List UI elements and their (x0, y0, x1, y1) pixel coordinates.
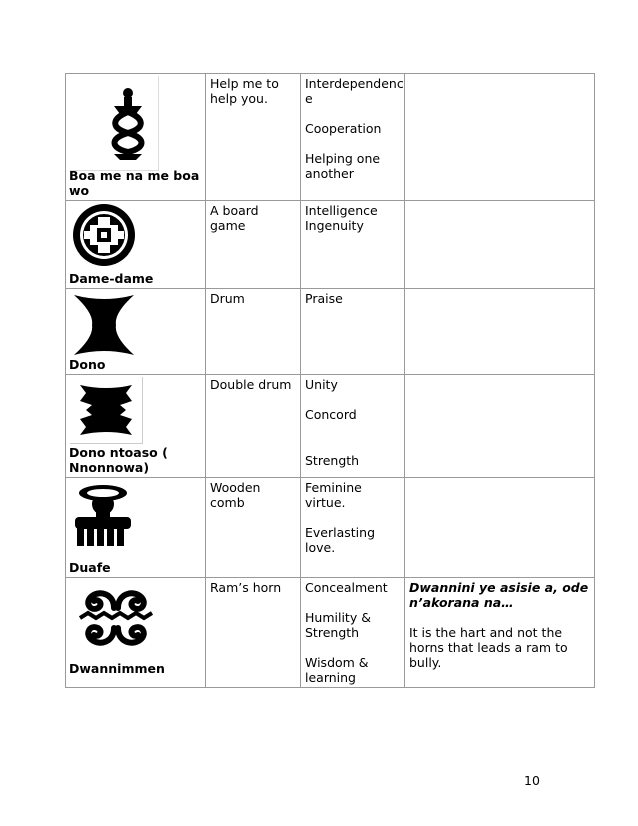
proverb-cell (405, 289, 595, 375)
symbol-cell (66, 478, 206, 578)
table-row (66, 201, 595, 289)
meaning-cell: A board game (206, 201, 301, 289)
symbol-name: Dame-dame (69, 271, 154, 286)
concept: Strength (305, 453, 360, 468)
symbol-cell (66, 201, 206, 289)
concept: Interdependenc e (305, 76, 404, 106)
concept: Humility & Strength (305, 610, 371, 640)
table-row (66, 289, 595, 375)
meaning-cell: Help me to help you. (206, 74, 301, 201)
page-number: 10 (524, 773, 540, 788)
proverb-cell (405, 74, 595, 201)
proverb-cell (405, 578, 595, 688)
concepts-cell (301, 74, 405, 201)
concept: Intelligence Ingenuity (305, 203, 378, 233)
dame-dame-icon (68, 203, 144, 269)
concepts-cell (301, 201, 405, 289)
proverb-text: Dwannini ye asisie a, ode n’akorana na… (409, 580, 589, 610)
table-row (66, 578, 595, 688)
concept: Praise (305, 291, 343, 306)
concept: Wisdom & learning (305, 655, 369, 685)
concept: Feminine virtue. (305, 480, 362, 510)
symbol-name: Dono (69, 357, 106, 372)
meaning-cell: Ram’s horn (206, 578, 301, 688)
symbol-name: Duafe (69, 560, 111, 575)
meaning-cell: Wooden comb (206, 478, 301, 578)
boa-me-na-me-boa-wo-icon (70, 76, 158, 170)
proverb-cell (405, 478, 595, 578)
concepts-cell (301, 375, 405, 478)
symbol-cell (66, 375, 206, 478)
concept: Cooperation (305, 121, 382, 136)
concept: Concord (305, 407, 357, 422)
meaning-cell: Double drum (206, 375, 301, 478)
concepts-cell (301, 578, 405, 688)
concept: Everlasting love. (305, 525, 376, 555)
concepts-cell (301, 289, 405, 375)
symbol-cell (66, 74, 206, 201)
symbol-name: Dono ntoaso ( Nnonnowa) (69, 445, 168, 475)
dono-ntoaso-double-drum-icon (70, 377, 142, 443)
symbol-name: Dwannimmen (69, 661, 165, 676)
meaning-cell: Drum (206, 289, 301, 375)
proverb-cell (405, 375, 595, 478)
concept: Unity (305, 377, 338, 392)
adinkra-table (65, 73, 595, 688)
concepts-cell (301, 478, 405, 578)
table-row (66, 478, 595, 578)
proverb-cell (405, 201, 595, 289)
duafe-comb-icon (71, 482, 135, 548)
concept: Helping one another (305, 151, 381, 181)
concept: Concealment (305, 580, 388, 595)
table-row (66, 375, 595, 478)
table-row (66, 74, 595, 201)
dwannimmen-rams-horn-icon (74, 584, 158, 654)
dono-drum-icon (72, 293, 136, 357)
proverb-explanation: It is the hart and not the horns that leads a ram to bully. (409, 625, 568, 670)
symbol-name: Boa me na me boa wo (69, 168, 200, 198)
symbol-cell (66, 578, 206, 688)
symbol-cell (66, 289, 206, 375)
